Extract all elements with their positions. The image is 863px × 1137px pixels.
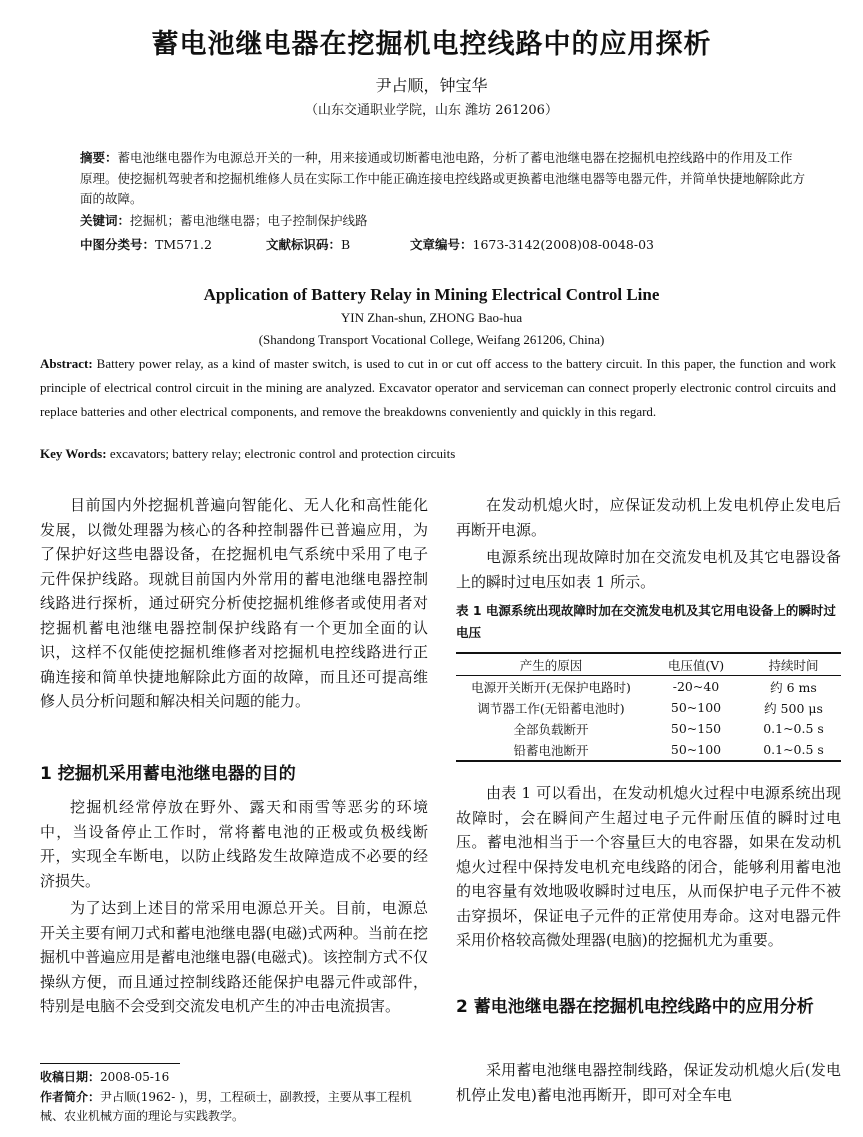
- affiliation: （山东交通职业学院，山东 潍坊 261206）: [305, 103, 558, 118]
- received-value: 2008-05-16: [100, 1070, 170, 1084]
- abstract-cn-label: 摘要：: [80, 150, 118, 165]
- received-label: 收稿日期：: [40, 1070, 101, 1084]
- table-cell: 铅蓄电池断开: [513, 742, 589, 758]
- table-row: [456, 739, 841, 761]
- table-header-voltage: 电压值(V): [667, 657, 725, 673]
- doc-code-value: B: [341, 237, 351, 252]
- abstract-en-text: Battery power relay, as a kind of master switch, is used to cut in or cut off access to the battery circuit. In this paper, the function and work principle of electrical control circuit in the mining are analyzed. Excavator operator and serviceman can connect properly electronic control circuits and replace batteries and other electrical components, and remove the breakdowns conveniently and quickly in this regard.: [40, 356, 837, 419]
- author-bio-label: 作者简介：: [40, 1090, 101, 1104]
- table-header-duration: 持续时间: [768, 657, 819, 673]
- authors: 尹占顺，钟宝华: [375, 76, 488, 95]
- article-number-value: 1673-3142(2008)08-0048-03: [472, 237, 654, 252]
- table-cell: 0.1~0.5 s: [763, 721, 824, 736]
- table-header-row: [456, 653, 841, 676]
- keywords-en-label: Key Words:: [40, 446, 107, 461]
- table-cell: 全部负载断开: [513, 721, 589, 737]
- right-paragraph-1: 在发动机熄火时，应保证发动机上发电机停止发电后再断开电源。: [456, 496, 841, 539]
- table-row: [456, 676, 841, 698]
- table-cell: -20~40: [672, 679, 720, 694]
- table-cell: 50~150: [670, 721, 722, 736]
- keywords-en: [40, 446, 836, 462]
- table-caption: 表 1 电源系统出现故障时加在交流发电机及其它用电设备上的瞬时过电压: [456, 603, 836, 640]
- section-2-paragraph-1: 采用蓄电池继电器控制线路，保证发动机熄火后(发电机停止发电)蓄电池再断开，即可对全车电: [456, 1061, 841, 1104]
- article-number-label: 文章编号：: [410, 237, 473, 252]
- table-row: [456, 697, 841, 718]
- section-1-paragraph-1: 挖掘机经常停放在野外、露天和雨雪等恶劣的环境中，当设备停止工作时，常将蓄电池的正极或负极线断开，实现全车断电，以防止线路发生故障造成不必要的经济损失。: [40, 798, 428, 890]
- english-authors: YIN Zhan-shun, ZHONG Bao-hua: [340, 310, 523, 325]
- abstract-en-label: Abstract:: [40, 356, 93, 371]
- right-paragraph-3: 由表 1 可以看出，在发动机熄火过程中电源系统出现故障时，会在瞬间产生超过电子元件耐压值的瞬时过电压。蓄电池相当于一个容量巨大的电容器，如果在发动机熄火过程中保持发电机充电线路的闭合，能够利用蓄电池的电容量有效地吸收瞬时过电压，从而保护电子元件不被击穿损坏，保证电子元件的正常使用寿命。这对电器元件采用价格较高微处理器(电脑)的挖掘机尤为重要。: [456, 784, 841, 949]
- section-2-heading: 2 蓄电池继电器在挖掘机电控线路中的应用分析: [456, 997, 814, 1017]
- clc-label: 中图分类号：: [80, 237, 156, 252]
- table-cell: 50~100: [670, 742, 722, 757]
- received-date: [40, 1068, 430, 1087]
- keywords-cn-text: 挖掘机；蓄电池继电器；电子控制保护线路: [130, 213, 368, 228]
- author-bio: [40, 1088, 430, 1126]
- section-1-paragraph-2: 为了达到上述目的常采用电源总开关。目前，电源总开关主要有闸刀式和蓄电池继电器(电磁)式两种。当前在挖掘机中普遍应用是蓄电池继电器(电磁式)。该控制方式不仅操纵方便，而且通过控制线路还能保护电器元件或部件，特别是电脑不会受到交流发电机产生的冲击电流损害。: [40, 899, 428, 1015]
- intro-paragraph: 目前国内外挖掘机普遍向智能化、无人化和高性能化发展，以微处理器为核心的各种控制器件已普遍应用，为了保护好这些电器设备，在挖掘机电气系统中采用了电子元件保护线路。现就目前国内外常用的蓄电池继电器控制线路进行探析，通过研究分析使挖掘机维修者或使用者对挖掘机蓄电池继电器控制保护线路有一个更加全面的认识，这样不仅能使挖掘机维修者对挖掘机电控线路进行正确连接和简单快捷地解除此方面的故障，而且还可提高维修人员分析问题和解决相关问题的能力。: [40, 496, 428, 710]
- table-cell: 0.1~0.5 s: [763, 742, 824, 757]
- footnote-rule: [40, 1063, 180, 1064]
- page-title: 蓄电池继电器在挖掘机电控线路中的应用探析: [151, 29, 712, 60]
- table-cell: 电源开关断开(无保护电路时): [471, 679, 631, 695]
- english-affiliation: (Shandong Transport Vocational College, Weifang 261206, China): [258, 332, 605, 347]
- right-paragraph-2: 电源系统出现故障时加在交流发电机及其它电器设备上的瞬时过电压如表 1 所示。: [456, 548, 841, 591]
- table-header-cause: 产生的原因: [519, 657, 583, 673]
- keywords-en-text: excavators; battery relay; electronic control and protection circuits: [109, 446, 456, 461]
- abstract-cn: [80, 148, 805, 210]
- english-title: Application of Battery Relay in Mining Electrical Control Line: [203, 285, 660, 304]
- clc-value: TM571.2: [155, 237, 212, 252]
- keywords-cn-label: 关键词：: [80, 213, 131, 228]
- table-row: [456, 718, 841, 739]
- section-1-heading: 1 挖掘机采用蓄电池继电器的目的: [40, 764, 296, 784]
- abstract-en: [40, 352, 836, 424]
- doc-code-label: 文献标识码：: [266, 237, 342, 252]
- abstract-cn-text: 蓄电池继电器作为电源总开关的一种，用来接通或切断蓄电池电路，分析了蓄电池继电器在挖掘机电控线路中的作用及工作原理。使挖掘机驾驶者和挖掘机维修人员在实际工作中能正确连接电控线路或更换蓄电池继电器等电器元件，并简单快捷地解除此方面的故障。: [80, 150, 806, 206]
- table-cell: 调节器工作(无铅蓄电池时): [477, 700, 625, 716]
- author-bio-text: 尹占顺(1962- )，男，工程硕士，副教授，主要从事工程机械、农业机械方面的理论与实践教学。: [40, 1090, 412, 1123]
- keywords-cn: [80, 211, 805, 232]
- overvoltage-table: [456, 652, 841, 762]
- table-cell: 50~100: [670, 700, 722, 715]
- table-cell: 约 6 ms: [770, 679, 817, 695]
- table-cell: 约 500 μs: [764, 700, 823, 716]
